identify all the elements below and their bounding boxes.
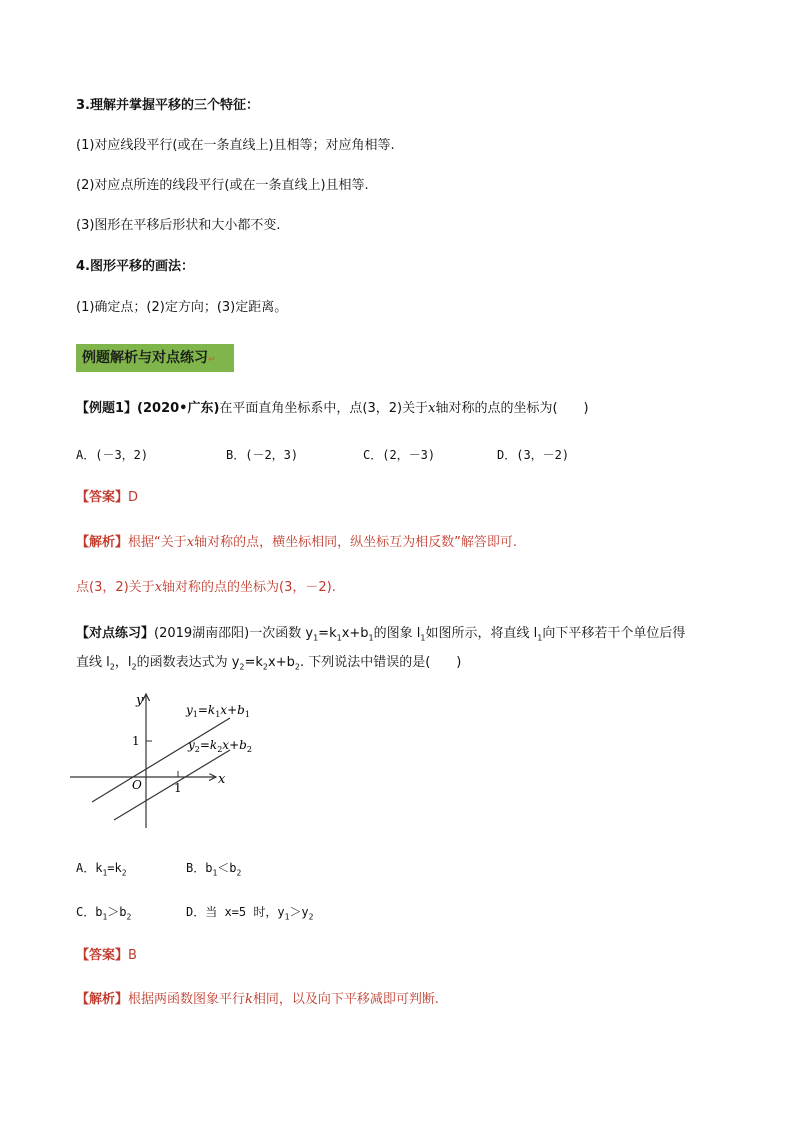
example1-conclusion-pre: 点(3，2)关于 xyxy=(76,580,155,595)
practice-analysis-var: k xyxy=(245,992,253,1007)
sub: 1 xyxy=(212,868,218,878)
practice-line2-a: ，l xyxy=(114,655,132,670)
example1-analysis-var: x xyxy=(186,535,195,550)
example1-analysis xyxy=(76,534,517,552)
example1-stem xyxy=(76,400,589,418)
y-axis-label: y xyxy=(136,693,144,708)
practice-opt-a-rel: =k xyxy=(107,861,122,875)
example1-analysis-tag: 【解析】 xyxy=(76,535,129,550)
example1-option-b: B．(－2，3) xyxy=(226,448,299,462)
practice-line1-post: 如图所示，将直线 l xyxy=(425,626,538,641)
example1-stem-var: x xyxy=(428,401,436,416)
sub: 2 xyxy=(236,868,242,878)
example1-tag: 【例题1】 xyxy=(76,401,138,416)
sub: 1 xyxy=(313,633,319,643)
line1-label-sub-b: 1 xyxy=(215,710,221,719)
practice-opt-b-text: B．b xyxy=(186,861,213,875)
example1-stem-post: 轴对称的点的坐标为( ) xyxy=(435,401,589,416)
example1-conclusion-var: x xyxy=(154,580,163,595)
practice-analysis-tag: 【解析】 xyxy=(76,992,129,1007)
example1-source: (2020•广东) xyxy=(137,401,220,416)
line1-label xyxy=(185,703,250,719)
example1-option-c: C．(2，－3) xyxy=(363,448,436,462)
sub: 2 xyxy=(109,662,115,672)
line2-label-sub-b: 2 xyxy=(217,745,223,754)
practice-stem-line2 xyxy=(76,654,461,677)
line2-label-y: y xyxy=(188,738,195,752)
line1-label-sub-a: 1 xyxy=(192,710,198,719)
x-axis-label: x xyxy=(218,772,226,787)
section3-item-1: (1)对应线段平行(或在一条直线上)且相等；对应角相等. xyxy=(76,138,395,153)
practice-line1-b: x+b xyxy=(341,626,369,641)
section3-item-2: (2)对应点所连的线段平行(或在一条直线上)且相等. xyxy=(76,178,369,193)
practice-opt-a-text: A．k xyxy=(76,861,103,875)
section-banner xyxy=(76,344,234,372)
sub: 2 xyxy=(262,662,268,672)
example1-option-a: A．(－3，2) xyxy=(76,448,149,462)
practice-option-d xyxy=(186,903,313,921)
practice-analysis-pre: 根据两函数图象平行 xyxy=(128,992,246,1007)
banner-label: 例题解析与对点练习 xyxy=(82,350,208,366)
practice-opt-d-text: D．当 x=5 时，y xyxy=(186,905,285,919)
sub: 1 xyxy=(102,868,108,878)
practice-line2-b: 的函数表达式为 y xyxy=(136,655,240,670)
function-graph xyxy=(66,686,266,836)
section4-heading: 4.图形平移的画法： xyxy=(76,259,194,274)
sub: 1 xyxy=(537,633,543,643)
practice-analysis-post: 相同，以及向下平移减即可判断. xyxy=(252,992,440,1007)
practice-opt-d-rel: ＞y xyxy=(289,905,309,919)
sub: 1 xyxy=(420,633,426,643)
example1-conclusion-post: 轴对称的点的坐标为(3，－2). xyxy=(162,580,336,595)
practice-line1-a: =k xyxy=(318,626,337,641)
sub: 1 xyxy=(284,912,290,922)
example1-conclusion xyxy=(76,579,336,597)
practice-line2-d: x+b xyxy=(268,655,295,670)
practice-stem-line1 xyxy=(76,625,685,648)
sub: 2 xyxy=(131,662,137,672)
sub: 2 xyxy=(121,868,127,878)
example1-analysis-pre: 根据“关于 xyxy=(128,535,187,550)
practice-opt-c-text: C．b xyxy=(76,905,103,919)
line-l1 xyxy=(92,718,230,802)
practice-line1-end: 向下平移若干个单位后得 xyxy=(542,626,686,641)
sub: 2 xyxy=(239,662,245,672)
sub: 2 xyxy=(308,912,314,922)
line1-label-x: x+b xyxy=(220,703,245,717)
section3-heading: 3.理解并掌握平移的三个特征： xyxy=(76,98,259,113)
tick-y-label: 1 xyxy=(132,734,140,748)
example1-answer-tag: 【答案】 xyxy=(76,490,129,505)
line2-label-sub-a: 2 xyxy=(194,745,200,754)
line1-label-sub-c: 1 xyxy=(244,710,250,719)
practice-answer-value: B xyxy=(128,948,137,963)
practice-line2-c: =k xyxy=(244,655,263,670)
sub: 1 xyxy=(368,633,374,643)
line1-label-y: y xyxy=(186,703,193,717)
practice-opt-b-rel: ＜b xyxy=(217,861,237,875)
line1-label-eq: =k xyxy=(197,703,216,717)
practice-line2-pre: 直线 l xyxy=(76,655,110,670)
origin-label: O xyxy=(132,778,142,792)
example1-answer xyxy=(76,489,138,507)
line2-label-sub-c: 2 xyxy=(246,745,252,754)
practice-answer xyxy=(76,947,137,965)
practice-line2-post: . 下列说法中错误的是( ) xyxy=(299,655,462,670)
practice-option-c xyxy=(76,903,131,921)
practice-line1-pre: (2019湖南邵阳)一次函数 y xyxy=(154,626,314,641)
sub: 1 xyxy=(336,633,342,643)
practice-line1-c: 的图象 l xyxy=(373,626,421,641)
example1-answer-value: D xyxy=(128,490,139,505)
return-mark-icon: ↵ xyxy=(208,355,216,365)
practice-option-a xyxy=(76,859,127,877)
practice-answer-tag: 【答案】 xyxy=(76,948,129,963)
practice-option-b xyxy=(186,859,241,877)
practice-analysis xyxy=(76,991,439,1009)
example1-option-d: D．(3，－2) xyxy=(497,448,570,462)
practice-tag: 【对点练习】 xyxy=(76,626,155,641)
sub: 2 xyxy=(294,662,300,672)
tick-x-label: 1 xyxy=(174,781,182,795)
section4-item: (1)确定点；(2)定方向；(3)定距离。 xyxy=(76,300,288,315)
sub: 1 xyxy=(102,912,108,922)
line2-label-eq: =k xyxy=(199,738,218,752)
sub: 2 xyxy=(126,912,132,922)
section3-item-3: (3)图形在平移后形状和大小都不变. xyxy=(76,218,281,233)
example1-stem-pre: 在平面直角坐标系中，点(3，2)关于 xyxy=(219,401,429,416)
example1-analysis-post: 轴对称的点，横坐标相同，纵坐标互为相反数”解答即可. xyxy=(194,535,517,550)
line2-label-x: x+b xyxy=(222,738,247,752)
line2-label xyxy=(187,738,252,754)
practice-opt-c-rel: ＞b xyxy=(107,905,127,919)
